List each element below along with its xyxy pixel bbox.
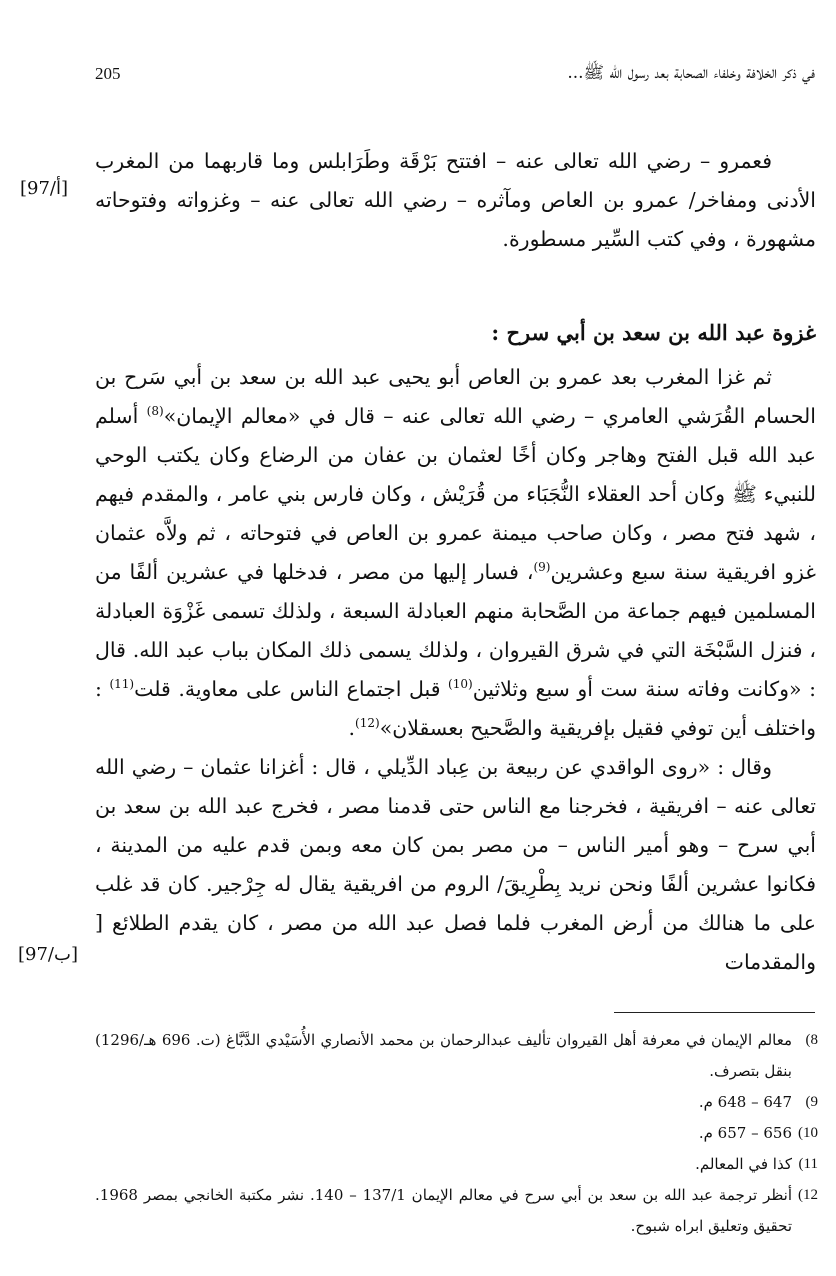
footnote-ref: (12) xyxy=(355,716,380,731)
footnote-separator xyxy=(614,1012,815,1013)
text-run: أسلم عبد الله قبل الفتح وهاجر وكان أخًا لعثمان بن عفان من الرضاع وكان يكتب الوحي للنبيء ﷺ وكان أحد العقلاء النُّجَبَاء من قُرَيْش ، وكان فارس بني عامر ، والمقدم فيهم ، شهد فتح مصر ، وكان صاحب ميمنة عمرو بن العاص في فتوحاته ، ثم ولاَّه عثمان غزو افريقية سنة سبع وعشرين xyxy=(95,404,816,584)
footnote-item xyxy=(95,1087,818,1118)
running-head: في ذكر الخلافة وخلفاء الصحابة بعد رسول الله ﷺ... xyxy=(567,63,815,83)
footnote-ref: (10) xyxy=(448,677,473,692)
section-heading: غزوة عبد الله بن سعد بن أبي سرح : xyxy=(491,320,816,345)
text-run: قبل اجتماع الناس على معاوية. قلت xyxy=(134,677,449,701)
paragraph-amr: فعمرو – رضي الله تعالى عنه – افتتح بَرْقَة وطَرَابلس وما قاربهما من المغرب الأدنى ومفاخر/ عمرو بن العاص ومآثره – رضي الله تعالى عنه – وغزواته وفتوحاته مشهورة ، وفي كتب السِّير مسطورة. xyxy=(95,149,816,251)
footnote-text: 656 – 657 م. xyxy=(698,1124,792,1142)
footnote-text: 647 – 648 م. xyxy=(698,1093,792,1111)
footnote-number: 12) xyxy=(798,1187,818,1203)
page-number: 205 xyxy=(95,64,121,83)
footnotes xyxy=(95,1025,818,1242)
text-run: ثم غزا المغرب بعد عمرو بن العاص أبو يحيى عبد الله بن سعد بن أبي سَرح بن الحسام القُرَشي العامري – رضي الله تعالى عنه – قال في «معالم الإيمان» xyxy=(95,365,816,428)
footnote-number: 9) xyxy=(805,1094,818,1110)
footnote-item xyxy=(95,1025,818,1087)
footnote-number: 11) xyxy=(798,1156,818,1172)
footnote-text: أنظر ترجمة عبد الله بن سعد بن أبي سرح في معالم الإيمان 137/1 – 140. نشر مكتبة الخانجي بمصر 1968. تحقيق وتعليق ابراه شبوح. xyxy=(95,1186,792,1235)
folio-marker-a: [97/أ] xyxy=(20,178,69,199)
text-run: ، فسار إليها من مصر ، فدخلها في عشرين ألفًا من المسلمين فيهم جماعة من الصَّحابة منهم العبادلة السبعة ، ولذلك تسمى غَزْوَة العبادلة ، فنزل السَّبْخَة التي في شرق القيروان ، ولذلك يسمى ذلك المكان بباب عبد الله. قال : «وكانت وفاته سنة ست أو سبع وثلاثين xyxy=(95,560,816,701)
paragraph-abdallah xyxy=(95,358,816,748)
page-header xyxy=(95,62,815,92)
footnote-number: 10) xyxy=(798,1125,818,1141)
folio-marker-b: [97/ب] xyxy=(18,944,78,965)
section-two xyxy=(95,358,816,982)
footnote-ref: (9) xyxy=(533,560,551,575)
text-run: : واختلف أين توفي فقيل بإفريقية والصَّحيح بعسقلان» xyxy=(95,677,816,740)
text-run: . xyxy=(348,716,356,740)
footnote-number: 8) xyxy=(805,1032,818,1048)
footnote-text: كذا في المعالم. xyxy=(695,1155,792,1173)
footnote-item xyxy=(95,1149,818,1180)
section-one xyxy=(95,142,816,259)
footnote-item xyxy=(95,1118,818,1149)
footnote-text: معالم الإيمان في معرفة أهل القيروان تأليف عبدالرحمان بن محمد الأنصاري الأُسَيْدي الدَّبَّاغ (ت. 696 هـ/1296) بنقل بتصرف. xyxy=(95,1031,792,1080)
footnote-ref: (11) xyxy=(109,677,135,692)
footnote-ref: (8) xyxy=(146,404,164,419)
footnote-item xyxy=(95,1180,818,1242)
paragraph-waqidi: وقال : «روى الواقدي عن ربيعة بن عِباد الدِّيلي ، قال : أغزانا عثمان – رضي الله تعالى عنه – افريقية ، فخرجنا مع الناس حتى قدمنا مصر ، فخرج عبد الله بن سعد بن أبي سرح – وهو أمير الناس – من مصر بمن كان معه وبمن قدم عليه من المدينة ، فكانوا عشرين ألفًا ونحن نريد بِطْرِيقَ/ الروم من افريقية يقال له جِرْجير. كان قد غلب على ما هنالك من أرض المغرب فلما فصل عبد الله من مصر ، كان يقدم الطلائع [ والمقدمات xyxy=(95,755,816,974)
